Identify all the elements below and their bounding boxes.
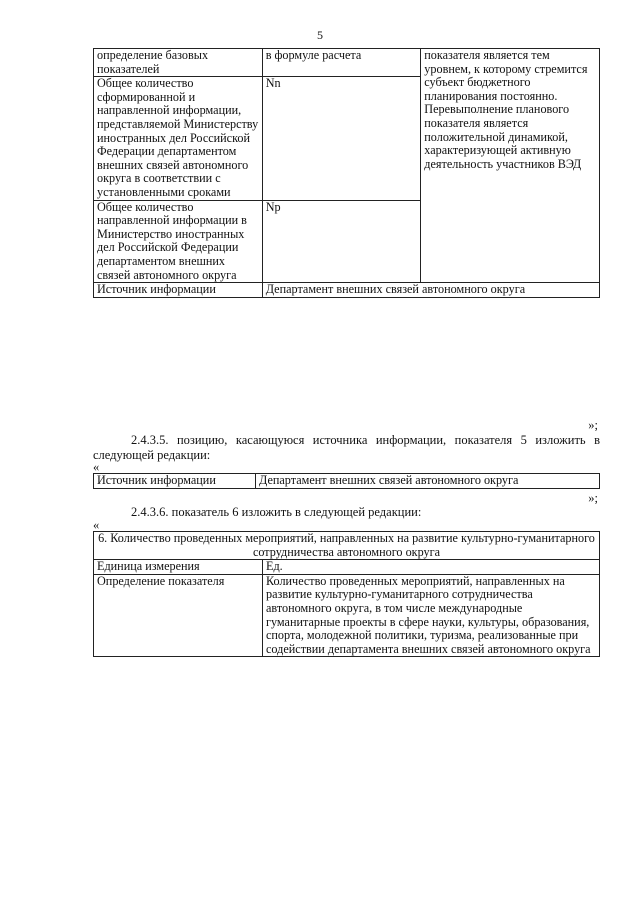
table-cell: Единица измерения	[94, 560, 263, 575]
indicator-6-table	[93, 531, 600, 657]
closing-quote: »;	[588, 491, 598, 505]
table-cell: Источник информации	[94, 474, 256, 489]
table-cell-description: показателя является тем уровнем, к которому стремится субъект бюджетного планирования постоянно. Перевыполнение планового показателя является положительной динамикой, характеризующей активную деятельность участников ВЭД	[421, 49, 600, 283]
closing-quote: »;	[588, 418, 598, 432]
table-cell: определение базовых показателей	[94, 49, 263, 77]
table-cell: Департамент внешних связей автономного округа	[262, 283, 599, 298]
opening-quote: «	[93, 460, 100, 474]
table-cell: Ед.	[263, 560, 600, 575]
source-table	[93, 473, 600, 489]
table-row	[94, 532, 600, 560]
table-cell: Департамент внешних связей автономного округа	[256, 474, 600, 489]
table-row	[94, 49, 600, 77]
table-cell: Np	[262, 200, 421, 283]
table-cell: Общее количество направленной информации в Министерство иностранных дел Российской Федерации департаментом внешних связей автономного округа	[94, 200, 263, 283]
table-cell: Источник информации	[94, 283, 263, 298]
table-cell: Общее количество сформированной и направленной информации, представляемой Министерству иностранных дел Российской Федерации департаментом внешних связей автономного округа в соответствии с установленными сроками	[94, 77, 263, 200]
table-row	[94, 574, 600, 657]
table-header-cell: 6. Количество проведенных мероприятий, направленных на развитие культурно-гуманитарного сотрудничества автономного округа	[94, 532, 600, 560]
table-cell: в формуле расчета	[262, 49, 421, 77]
indicator-table-continued	[93, 48, 600, 298]
paragraph-2-4-3-5: 2.4.3.5. позицию, касающуюся источника информации, показателя 5 изложить в следующей редакции:	[93, 433, 600, 462]
table-cell: Определение показателя	[94, 574, 263, 657]
table-row	[94, 283, 600, 298]
table-cell: Количество проведенных мероприятий, направленных на развитие культурно-гуманитарного сотрудничества автономного округа, в том числе международные гуманитарные проекты в сфере науки, культуры, образования, спорта, молодежной политики, туризма, реализованные при содействии департамента внешних связей автономного округа	[263, 574, 600, 657]
paragraph-2-4-3-6: 2.4.3.6. показатель 6 изложить в следующей редакции:	[131, 505, 422, 519]
table-row	[94, 474, 600, 489]
table-row	[94, 560, 600, 575]
page-number: 5	[317, 28, 323, 42]
opening-quote: «	[93, 518, 100, 532]
table-cell: Nn	[262, 77, 421, 200]
